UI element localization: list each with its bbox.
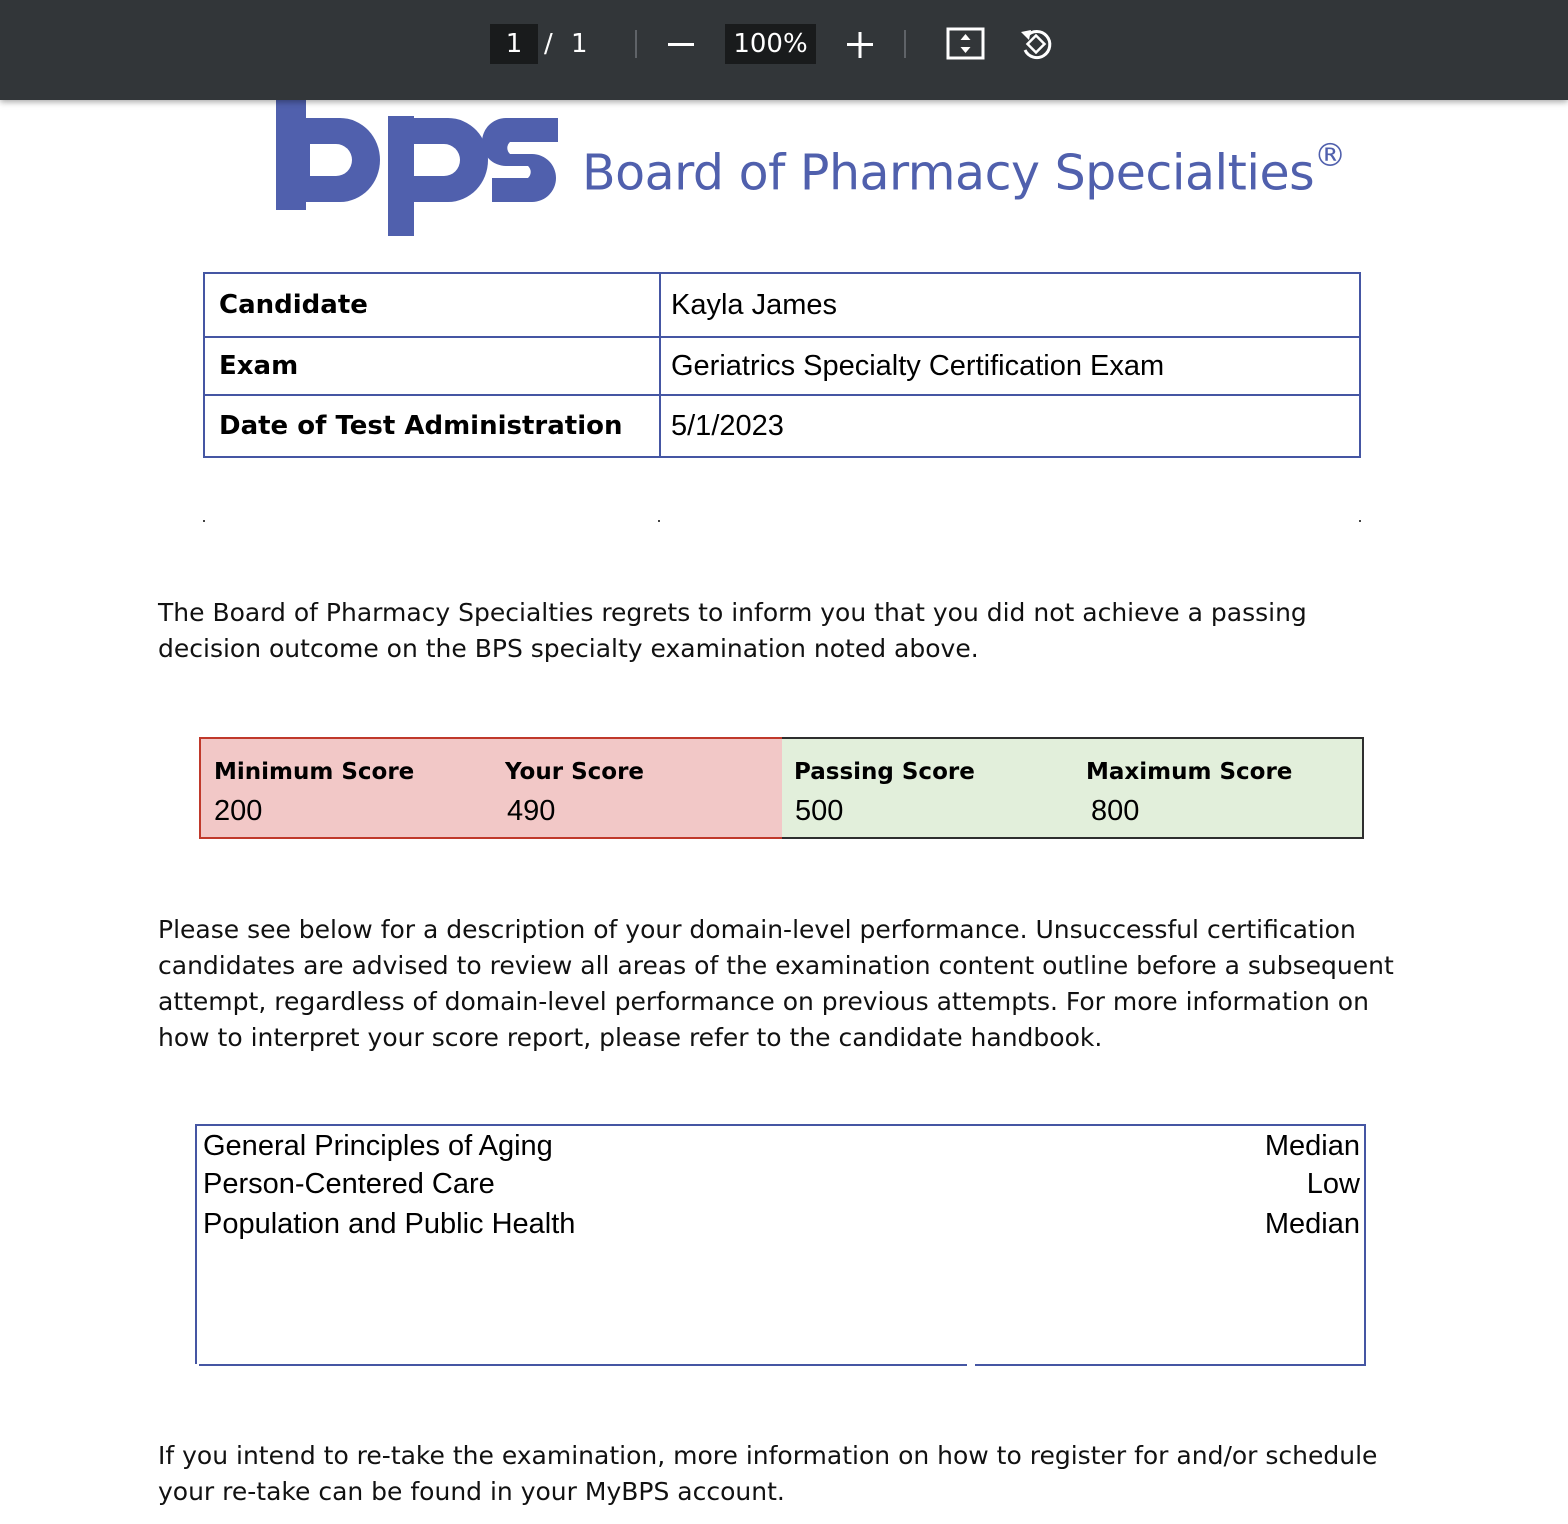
zoom-in-icon[interactable] (845, 30, 875, 60)
domain-performance-table (195, 1124, 1366, 1366)
score-value: 200 (214, 795, 263, 827)
page-separator: / (544, 29, 553, 59)
toolbar-divider (635, 30, 637, 58)
bps-logo-icon (270, 100, 570, 240)
score-value: 500 (795, 795, 844, 827)
table-row (203, 1204, 1360, 1244)
table-border (195, 1124, 197, 1364)
table-row (204, 273, 1360, 337)
info-label: Exam (204, 337, 660, 395)
domain-name: Person-Centered Care (203, 1168, 495, 1200)
divider-dot (1359, 520, 1361, 522)
result-paragraph: The Board of Pharmacy Specialties regrets to inform you that you did not achieve a passing decision outcome on the BPS specialty examination noted above. (158, 598, 1307, 663)
document-page (0, 100, 1568, 1524)
domain-level: Median (1264, 1130, 1360, 1162)
table-row (203, 1126, 1360, 1166)
candidate-info-table (203, 272, 1361, 458)
domain-info-paragraph: Please see below for a description of your domain-level performance. Unsuccessful certification candidates are advised to review all areas of the examination content outline before a subsequent attempt, regardless of domain-level performance on previous attempts. For more information on how to interpret your score report, please refer to the candidate handbook. (158, 915, 1394, 1052)
domain-name: Population and Public Health (203, 1208, 576, 1240)
table-row (203, 1164, 1360, 1204)
divider-dot (203, 520, 205, 522)
toolbar-divider (904, 30, 906, 58)
logo-wordmark: Board of Pharmacy Specialties® (582, 136, 1346, 202)
domain-level: Low (1306, 1168, 1360, 1200)
page-number-input[interactable]: 1 (490, 24, 538, 64)
pdf-toolbar (0, 0, 1568, 100)
score-label: Maximum Score (1086, 759, 1293, 785)
table-border (975, 1364, 1366, 1366)
info-value: Kayla James (660, 273, 1360, 337)
info-label: Candidate (204, 273, 660, 337)
info-value: 5/1/2023 (660, 395, 1360, 457)
zoom-out-icon[interactable] (666, 32, 696, 56)
table-row (204, 337, 1360, 395)
info-value: Geriatrics Specialty Certification Exam (660, 337, 1360, 395)
info-label: Date of Test Administration (204, 395, 660, 457)
score-pass-region (782, 737, 1364, 839)
domain-name: General Principles of Aging (203, 1130, 553, 1162)
score-label: Your Score (505, 759, 645, 785)
rotate-icon[interactable] (1017, 24, 1057, 64)
score-summary (199, 737, 1365, 839)
retake-paragraph: If you intend to re-take the examination, more information on how to register for and/or schedule your re-take can be found in your MyBPS account. (158, 1441, 1378, 1506)
zoom-level[interactable]: 100% (725, 24, 816, 64)
fit-page-icon[interactable] (946, 27, 986, 61)
score-label: Minimum Score (214, 759, 415, 785)
table-border (1364, 1124, 1366, 1366)
domain-level: Median (1264, 1208, 1360, 1240)
divider-dot (658, 520, 660, 522)
score-value: 490 (507, 795, 556, 827)
score-value: 800 (1091, 795, 1140, 827)
table-row (204, 395, 1360, 457)
table-border (199, 1364, 967, 1366)
total-pages: 1 (571, 29, 588, 59)
score-label: Passing Score (794, 759, 975, 785)
score-fail-region (199, 737, 782, 839)
